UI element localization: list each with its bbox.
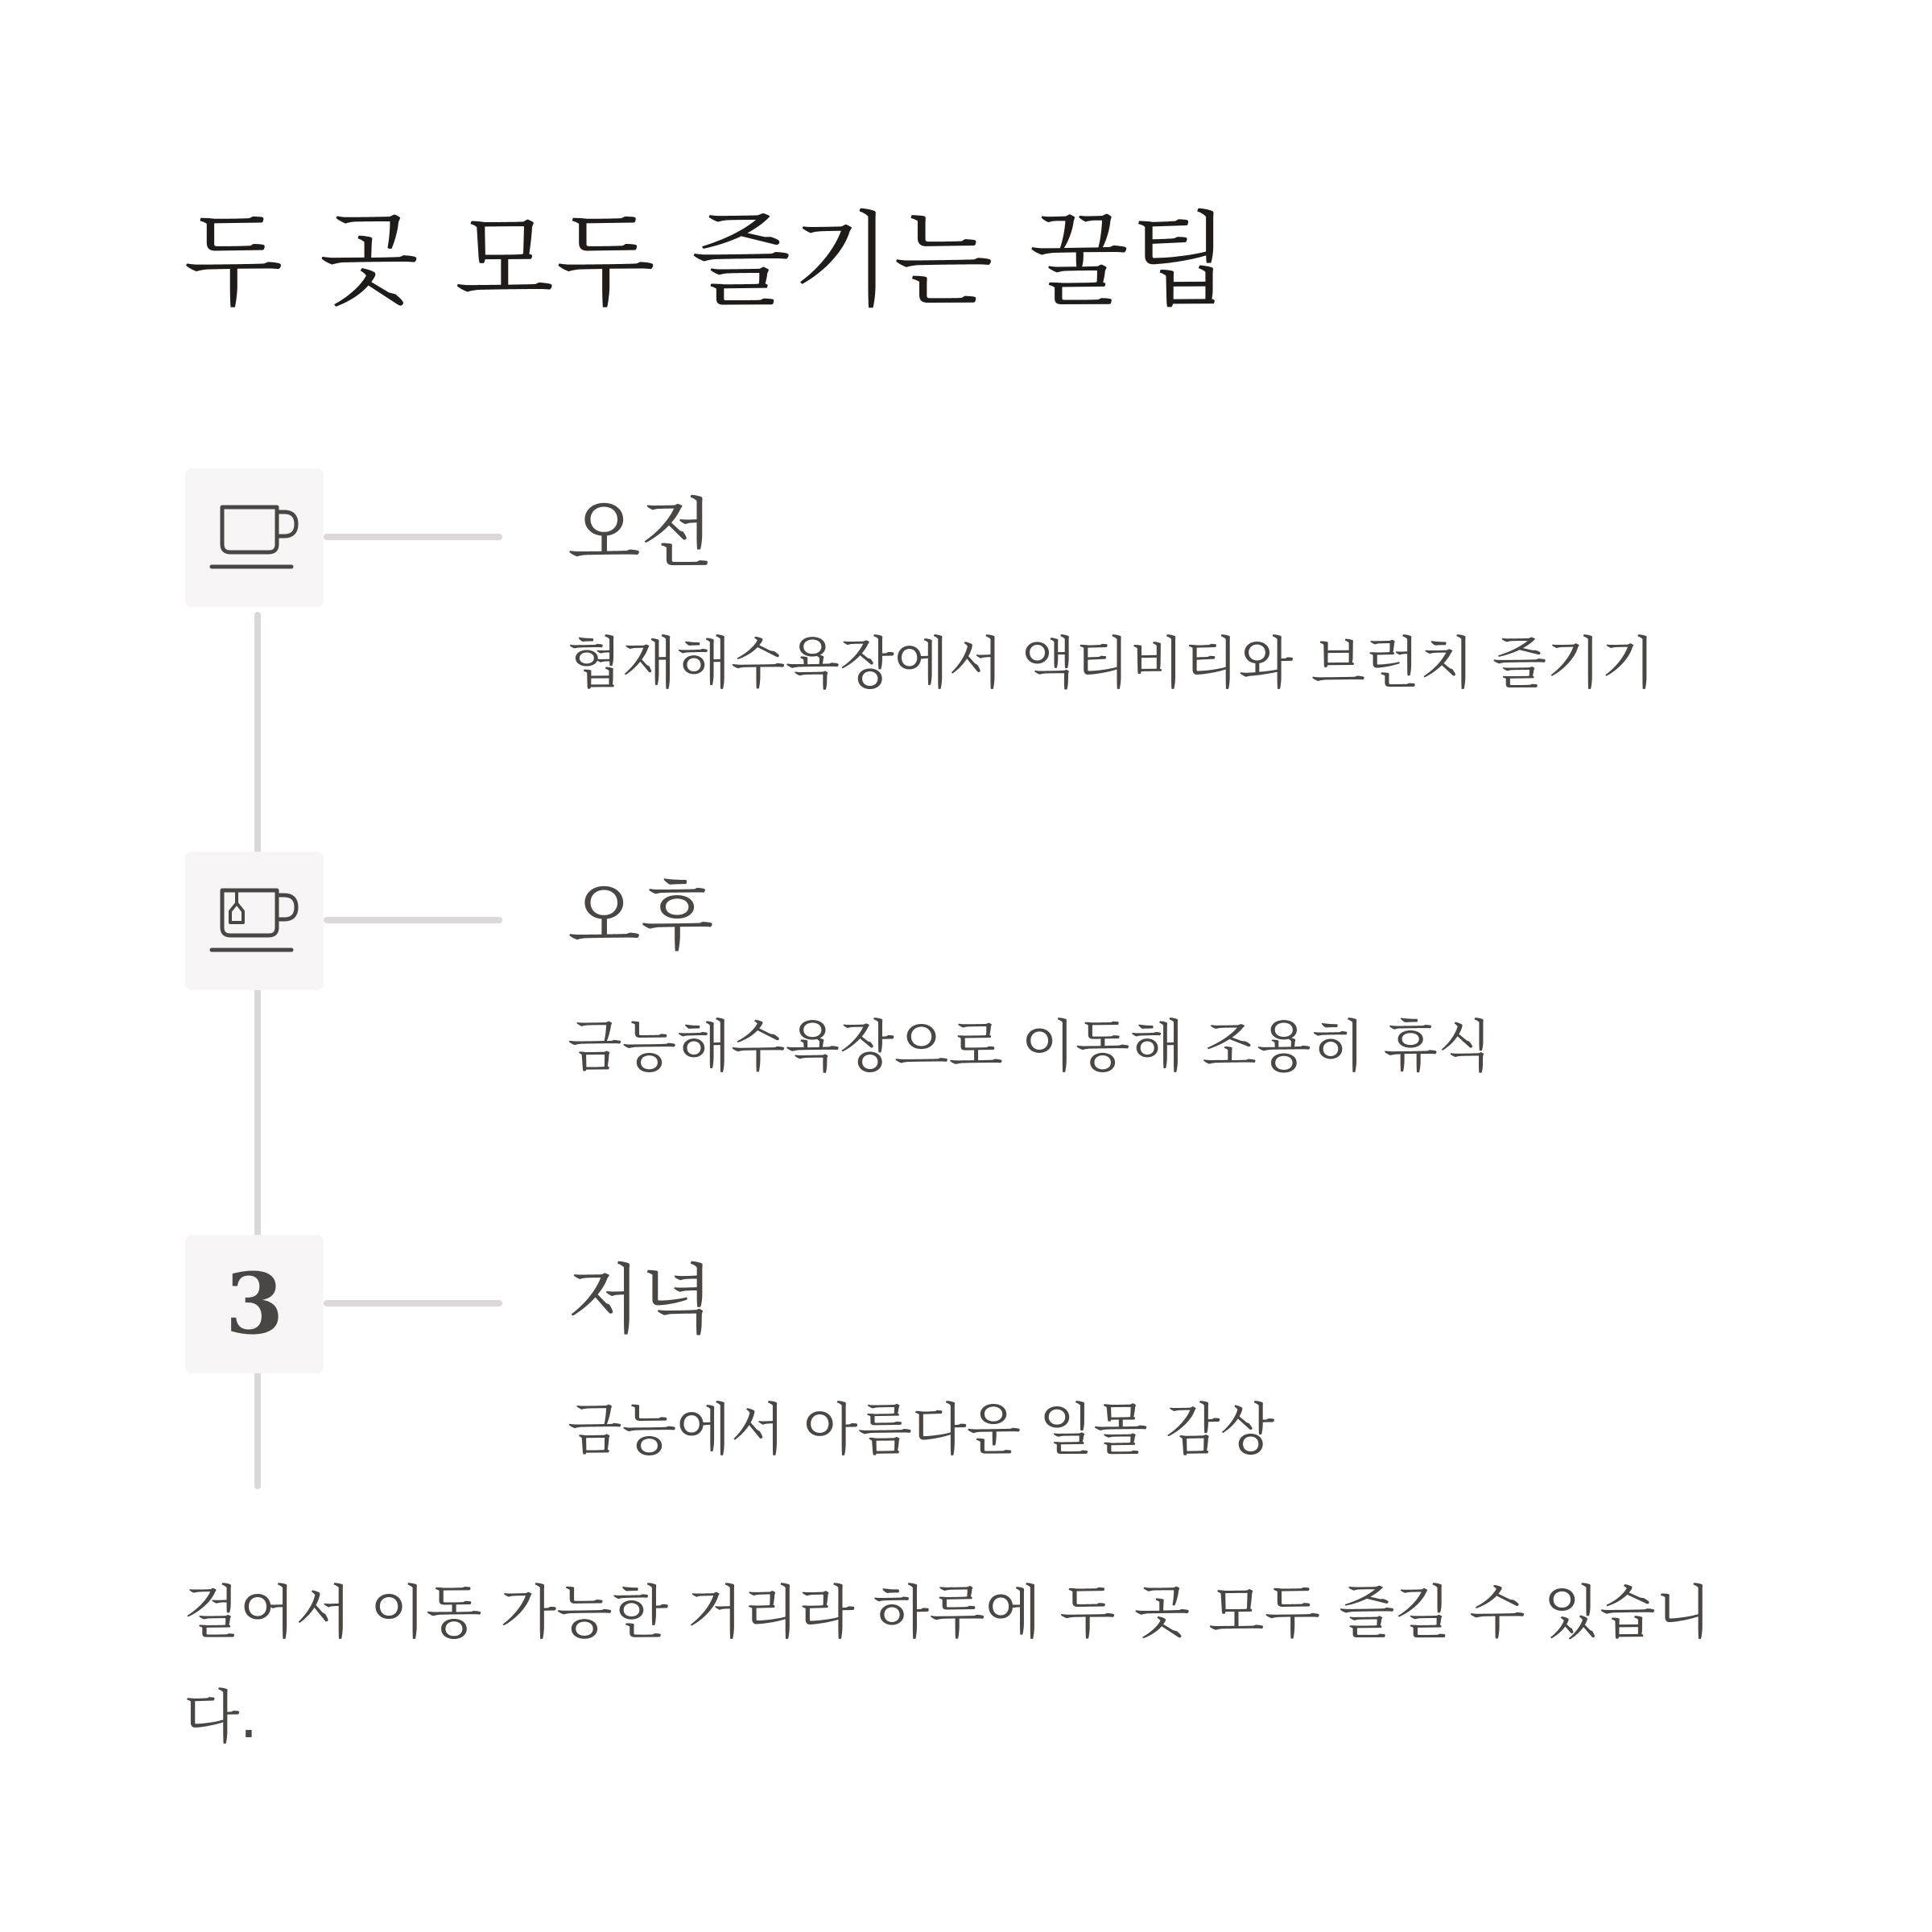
tea-cup-icon — [208, 882, 301, 960]
step-3-description: 금능에서 아름다운 일몰 감상 — [568, 1397, 1275, 1463]
coffee-cup-icon — [208, 499, 301, 576]
step-3-number: 3 — [225, 1254, 284, 1353]
step-2-description: 금능해수욕장으로 이동해 조용히 휴식 — [568, 1013, 1492, 1080]
step-1-marker — [185, 469, 324, 607]
step-3-marker — [185, 1235, 324, 1373]
step-2-marker — [185, 852, 324, 990]
footer-note: 걸어서 이동 가능한 거리라 하루에 두 곳 모두 즐길 수 있습니다. — [184, 1579, 1712, 1751]
page-title: 두 곳 모두 즐기는 꿀팁 — [184, 201, 1232, 321]
step-1-description: 협재해수욕장에서 액티비티와 브런치 즐기기 — [568, 630, 1656, 696]
step-1-title: 오전 — [568, 490, 714, 578]
step-1-connector — [324, 534, 502, 540]
step-3-title: 저녁 — [568, 1257, 714, 1344]
step-3-connector — [324, 1300, 502, 1307]
step-2-connector — [324, 917, 502, 923]
step-2-title: 오후 — [568, 873, 714, 961]
